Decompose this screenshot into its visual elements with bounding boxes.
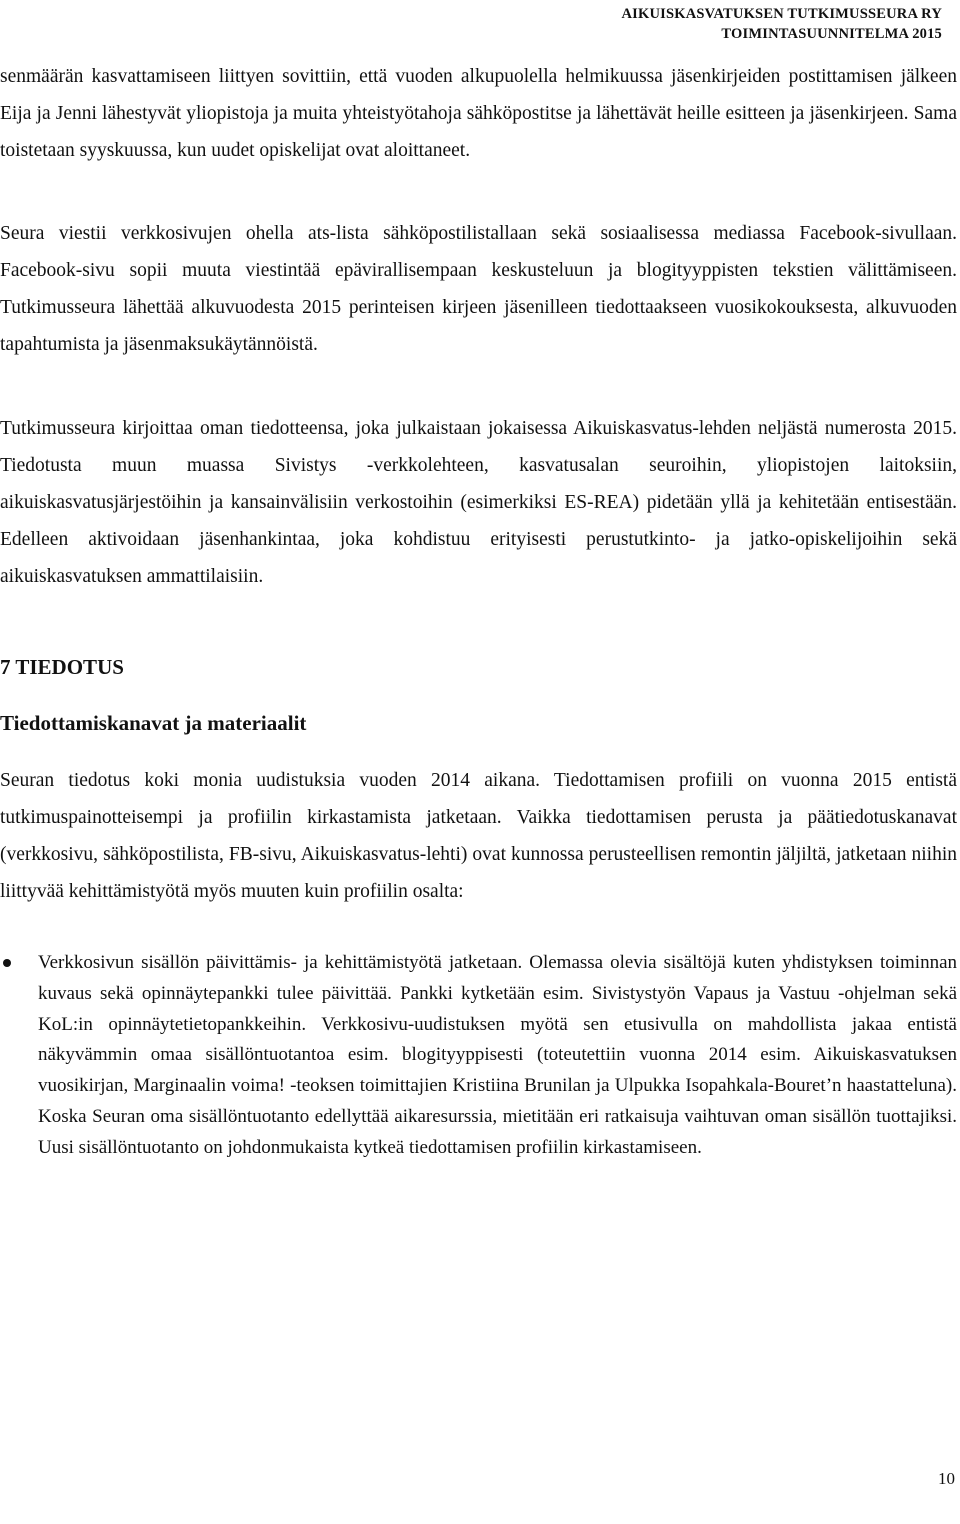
section-paragraph: Seuran tiedotus koki monia uudistuksia vuoden 2014 aikana. Tiedottamisen profiili on vuonna 2015 entistä tutkimuspainotteisempi ja profiilin kirkastamista jatketaan. Vaikka tiedottamisen perusta ja päätiedotuskanavat (verkkosivu, sähköpostilista, FB-sivu, Aikuiskasvatus-lehti) ovat kunnossa perusteellisen remontin jäljiltä, jatketaan niihin liittyvää kehittämistyötä myös muuten kuin profiilin osalta: [0,770,957,902]
bullet-icon [3,959,11,967]
page-content [0,58,957,1164]
organization-name: AIKUISKASVATUKSEN TUTKIMUSSEURA RY [621,6,942,22]
list-item-text: Verkkosivun sisällön päivittämis- ja kehittämistyötä jatketaan. Olemassa olevia sisältöjä kuten yhdistyksen toiminnan kuvaus sekä opinnäytepankki tulee päivittää. Pankki kytketään esim. Sivistystyön Vapaus ja Vastuu -ohjelman sekä KoL:in opinnäytetietopankkeihin. Verkkosivu-uudistuksen myötä sen etusivulla on mahdollista jakaa entistä näkyvämmin omaa sisällöntuotantoa esim. blogityyppisesti (toteutettiin vuonna 2014 esim. Aikuiskasvatuksen vuosikirjan, Marginaalin voima! -teoksen toimittajien Kristiina Brunilan ja Ulpukka Isopahkala-Bouret’n haastatteluna). Koska Seuran oma sisällöntuotanto edellyttää aikaresurssia, mietitään eri ratkaisuja vaihtuvan oman sisällön tuottajiksi. Uusi sisällöntuotanto on johdonmukaista kytkeä tiedottamisen profiilin kirkastamiseen. [38,952,957,1158]
body-paragraph: Seura viestii verkkosivujen ohella ats-lista sähköpostilistallaan sekä sosiaalisessa mediassa Facebook-sivullaan. Facebook-sivu sopii muuta viestintää epävirallisempaan keskusteluun ja blogityyppisten tekstien välittämiseen. Tutkimusseura lähettää alkuvuodesta 2015 perinteisen kirjeen jäsenilleen tiedottaakseen vuosikokouksesta, alkuvuoden tapahtumista ja jäsenmaksukäytännöistä. [0,223,957,355]
document-title: TOIMINTASUUNNITELMA 2015 [721,26,942,42]
page-header [621,4,942,44]
list-item [0,948,957,1164]
bullet-list [0,948,957,1164]
body-paragraph: senmäärän kasvattamiseen liittyen sovittiin, että vuoden alkupuolella helmikuussa jäsenkirjeiden postittamisen jälkeen Eija ja Jenni lähestyvät yliopistoja ja muita yhteistyötahoja sähköpostitse ja lähettävät heille esitteen ja jäsenkirjeen. Sama toistetaan syyskuussa, kun uudet opiskelijat ovat aloittaneet. [0,66,957,161]
section-heading: Tiedottamiskanavat ja materiaalit [0,711,307,735]
body-paragraph: Tutkimusseura kirjoittaa oman tiedotteensa, joka julkaistaan jokaisessa Aikuiskasvatus-lehden neljästä numerosta 2015. Tiedotusta muun muassa Sivistys -verkkolehteen, kasvatusalan seuroihin, yliopistojen laitoksiin, aikuiskasvatusjärjestöihin ja kansainvälisiin verkostoihin (esimerkiksi ES-REA) pidetään yllä ja kehitetään entisestään. Edelleen aktivoidaan jäsenhankintaa, joka kohdistuu erityisesti perustutkinto- ja jatko-opiskelijoihin sekä aikuiskasvatuksen ammattilaisiin. [0,418,957,587]
page-number: 10 [938,1469,955,1488]
chapter-heading: 7 TIEDOTUS [0,655,124,679]
